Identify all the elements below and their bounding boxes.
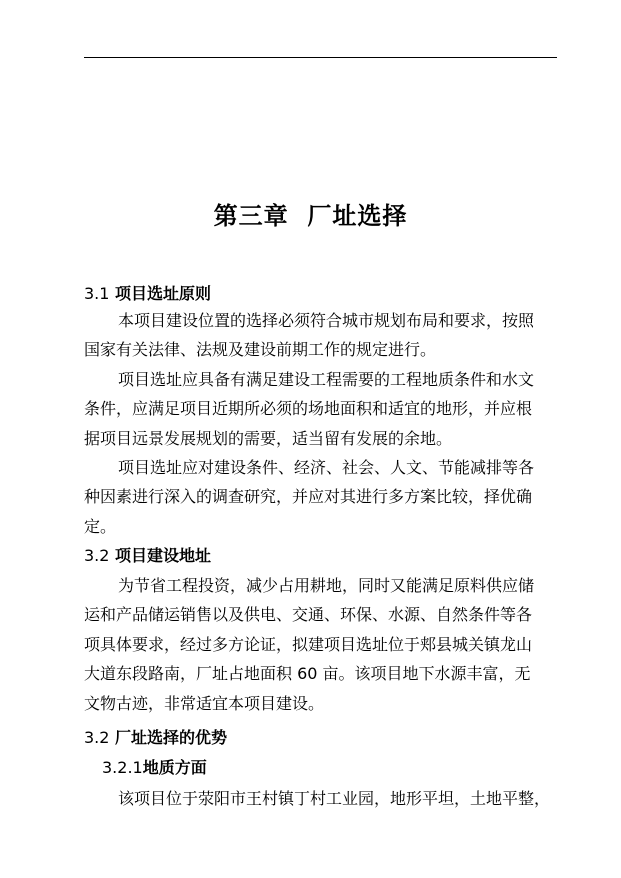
- section-heading-3-2-advantages: [84, 727, 227, 749]
- paragraph-line: 条件，应满足项目近期所必须的场地面积和适宜的地形，并应根: [84, 399, 533, 418]
- section-title: 项目建设地址: [115, 546, 212, 565]
- subsection-heading-3-2-1: [102, 757, 207, 779]
- paragraph-line: 为节省工程投资，减少占用耕地，同时又能满足原料供应储: [118, 576, 535, 595]
- paragraph-line: 运和产品储运销售以及供电、交通、环保、水源、自然条件等各: [84, 605, 533, 624]
- paragraph-line: 文物古迹，非常适宜本项目建设。: [84, 694, 325, 713]
- paragraph-line: 定。: [84, 517, 117, 536]
- header-rule: [84, 57, 557, 58]
- section-heading-3-1: [84, 283, 211, 305]
- paragraph-line: 大道东段路南，厂址占地面积 60 亩。该项目地下水源丰富，无: [84, 664, 531, 683]
- section-heading-3-2: [84, 545, 211, 567]
- subsection-title: 地质方面: [142, 758, 207, 777]
- section-title: 厂址选择的优势: [115, 728, 228, 747]
- subsection-number: 3.2.1: [102, 758, 143, 777]
- paragraph-line: 项具体要求，经过多方论证，拟建项目选址位于郏县城关镇龙山: [84, 635, 533, 654]
- section-number: 3.1: [84, 284, 110, 303]
- paragraph-line: 种因素进行深入的调查研究，并应对其进行多方案比较，择优确: [84, 487, 533, 506]
- section-number: 3.2: [84, 728, 110, 747]
- paragraph-line: 该项目位于荥阳市王村镇丁村工业园，地形平坦，土地平整，: [118, 789, 551, 808]
- paragraph-line: 项目选址应具备有满足建设工程需要的工程地质条件和水文: [118, 370, 535, 389]
- chapter-title: 第三章 厂址选择: [213, 202, 408, 230]
- paragraph-line: 据项目远景发展规划的需要，适当留有发展的余地。: [84, 429, 453, 448]
- section-number: 3.2: [84, 546, 110, 565]
- paragraph-line: 本项目建设位置的选择必须符合城市规划布局和要求，按照: [118, 311, 535, 330]
- paragraph-line: 国家有关法律、法规及建设前期工作的规定进行。: [84, 340, 437, 359]
- section-title: 项目选址原则: [115, 284, 212, 303]
- paragraph-line: 项目选址应对建设条件、经济、社会、人文、节能减排等各: [118, 458, 535, 477]
